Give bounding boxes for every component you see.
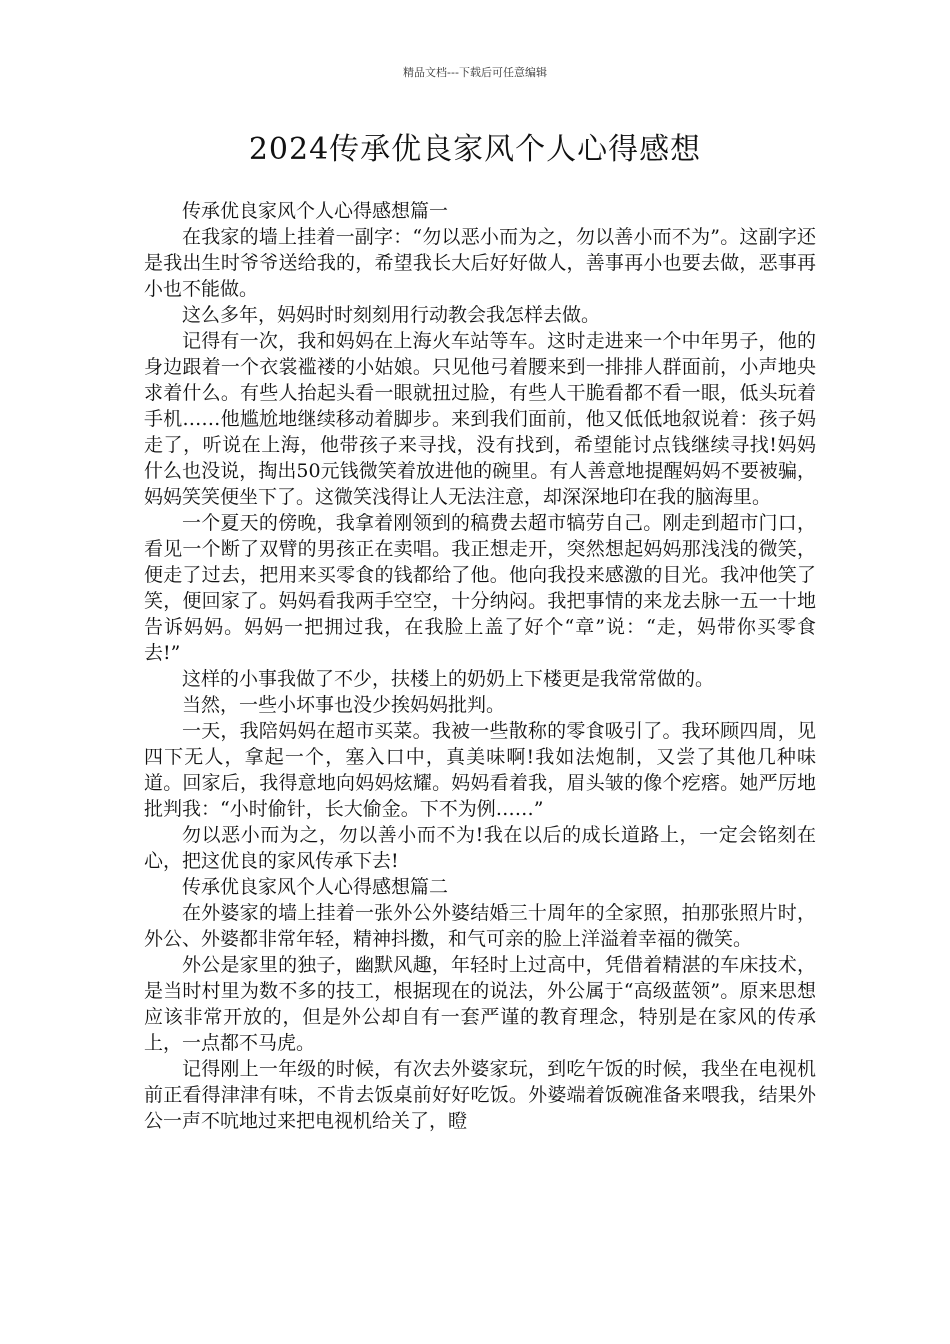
paragraph: 勿以恶小而为之，勿以善小而不为!我在以后的成长道路上，一定会铭刻在心，把这优良的家风传承下去! [144, 824, 816, 872]
paragraph: 外公是家里的独子，幽默风趣，年轻时上过高中，凭借着精湛的车床技术，是当时村里为数不多的技工，根据现在的说法，外公属于“高级蓝领”。原来思想应该非常开放的，但是外公却自有一套严谨的教育理念，特别是在家风的传承上，一点都不马虎。 [144, 954, 816, 1054]
section-heading-1: 传承优良家风个人心得感想篇一 [182, 200, 449, 222]
document-title: 2024传承优良家风个人心得感想 [248, 132, 702, 167]
paragraph: 这样的小事我做了不少，扶楼上的奶奶上下楼更是我常常做的。 [182, 668, 715, 690]
document-body [144, 198, 816, 1134]
paragraph: 这么多年，妈妈时时刻刻用行动教会我怎样去做。 [182, 304, 601, 326]
page-header: 精品文档---下载后可任意编辑 [403, 66, 547, 79]
paragraph: 当然，一些小坏事也没少挨妈妈批判。 [182, 694, 506, 716]
paragraph: 一个夏天的傍晚，我拿着刚领到的稿费去超市犒劳自己。刚走到超市门口，看见一个断了双臂的男孩正在卖唱。我正想走开，突然想起妈妈那浅浅的微笑，便走了过去，把用来买零食的钱都给了他。他向我投来感激的目光。我冲他笑了笑，便回家了。妈妈看我两手空空，十分纳闷。我把事情的来龙去脉一五一十地告诉妈妈。妈妈一把拥过我，在我脸上盖了好个“章”说：“走，妈带你买零食去!” [144, 512, 816, 664]
paragraph: 一天，我陪妈妈在超市买菜。我被一些散称的零食吸引了。我环顾四周，见四下无人，拿起一个，塞入口中，真美味啊!我如法炮制，又尝了其他几种味道。回家后，我得意地向妈妈炫耀。妈妈看着我，眉头皱的像个疙瘩。她严厉地批判我：“小时偷针，长大偷金。下不为例……” [144, 720, 816, 820]
paragraph: 记得有一次，我和妈妈在上海火车站等车。这时走进来一个中年男子，他的身边跟着一个衣裳褴褛的小姑娘。只见他弓着腰来到一排排人群面前，小声地央求着什么。有些人抬起头看一眼就扭过脸，有些人干脆看都不看一眼，低头玩着手机……他尴尬地继续移动着脚步。来到我们面前，他又低低地叙说着：孩子妈走了，听说在上海，他带孩子来寻找，没有找到，希望能讨点钱继续寻找!妈妈什么也没说，掏出50元钱微笑着放进他的碗里。有人善意地提醒妈妈不要被骗，妈妈笑笑便坐下了。这微笑浅得让人无法注意，却深深地印在我的脑海里。 [144, 330, 816, 508]
paragraph: 记得刚上一年级的时候，有次去外婆家玩，到吃午饭的时候，我坐在电视机前正看得津津有味，不肯去饭桌前好好吃饭。外婆端着饭碗准备来喂我，结果外公一声不吭地过来把电视机给关了，瞪 [144, 1058, 816, 1132]
paragraph: 在我家的墙上挂着一副字：“勿以恶小而为之，勿以善小而不为”。这副字还是我出生时爷爷送给我的，希望我长大后好好做人，善事再小也要去做，恶事再小也不能做。 [144, 226, 816, 300]
paragraph: 在外婆家的墙上挂着一张外公外婆结婚三十周年的全家照，拍那张照片时，外公、外婆都非常年轻，精神抖擞，和气可亲的脸上洋溢着幸福的微笑。 [144, 902, 816, 950]
section-heading-2: 传承优良家风个人心得感想篇二 [182, 876, 449, 898]
